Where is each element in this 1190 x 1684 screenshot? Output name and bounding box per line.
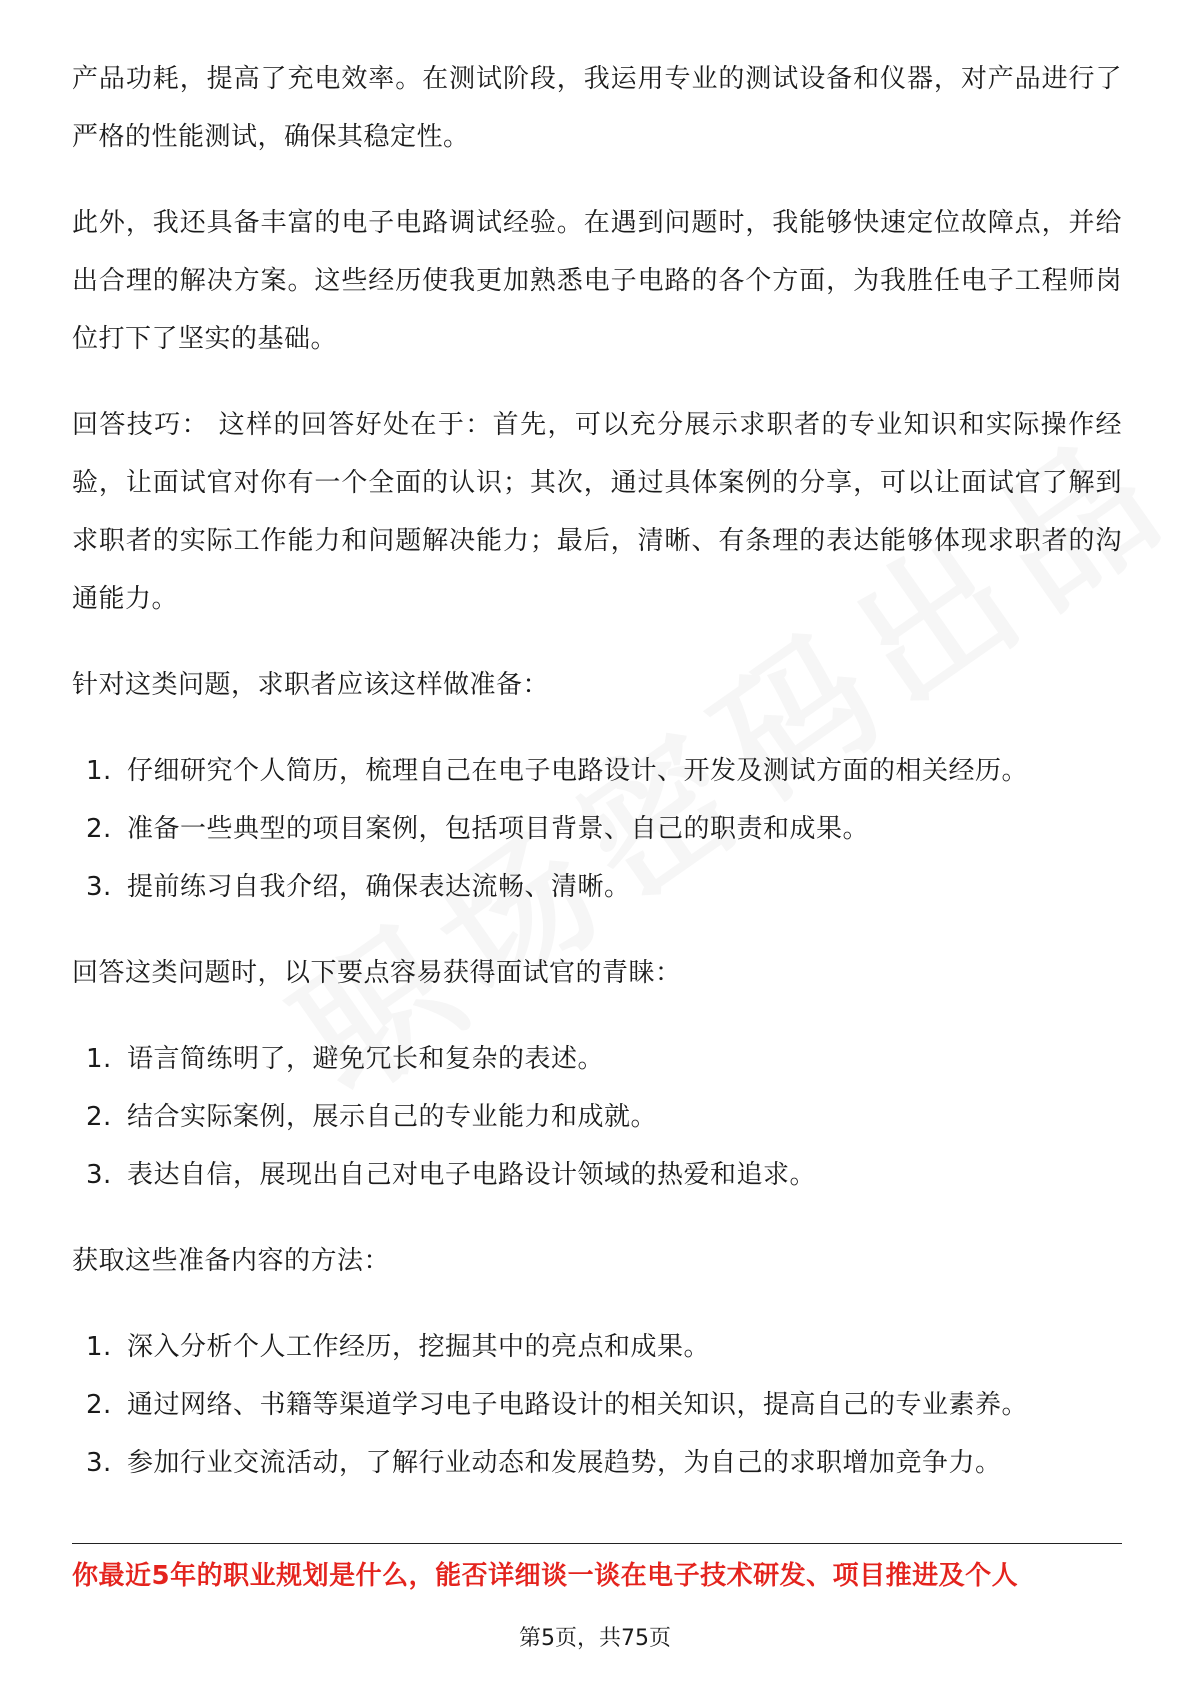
section-heading-methods: 获取这些准备内容的方法： bbox=[72, 1246, 391, 1276]
paragraph-2: 此外，我还具备丰富的电子电路调试经验。在遇到问题时，我能够快速定位故障点，并给出合理的解决方案。这些经历使我更加熟悉电子电路的各个方面，为我胜任电子工程师岗位打下了坚实的基础。 bbox=[72, 208, 1122, 354]
list-item-number: 3. bbox=[86, 872, 112, 902]
list-item-text: 表达自信，展现出自己对电子电路设计领域的热爱和追求。 bbox=[127, 1160, 817, 1190]
list-item-text: 准备一些典型的项目案例，包括项目背景、自己的职责和成果。 bbox=[127, 814, 870, 844]
list-item-number: 2. bbox=[86, 814, 112, 844]
list-item bbox=[72, 1030, 1122, 1088]
list-item bbox=[72, 1146, 1122, 1204]
list-item-number: 1. bbox=[86, 1332, 112, 1362]
list-item bbox=[72, 742, 1122, 800]
page-content bbox=[72, 50, 1122, 1520]
list-item-text: 深入分析个人工作经历，挖掘其中的亮点和成果。 bbox=[127, 1332, 711, 1362]
methods-list bbox=[72, 1318, 1122, 1492]
list-item-number: 1. bbox=[86, 1044, 112, 1074]
page-number-footer: 第5页，共75页 bbox=[519, 1626, 671, 1651]
list-item bbox=[72, 858, 1122, 916]
list-item-text: 仔细研究个人简历，梳理自己在电子电路设计、开发及测试方面的相关经历。 bbox=[127, 756, 1029, 786]
list-item-number: 1. bbox=[86, 756, 112, 786]
list-item-text: 语言简练明了，避免冗长和复杂的表述。 bbox=[127, 1044, 605, 1074]
section-heading-preparation: 针对这类问题，求职者应该这样做准备： bbox=[72, 670, 550, 700]
list-item-number: 3. bbox=[86, 1160, 112, 1190]
section-divider bbox=[72, 1543, 1122, 1544]
list-item-text: 通过网络、书籍等渠道学习电子电路设计的相关知识，提高自己的专业素养。 bbox=[127, 1390, 1029, 1420]
section-heading-key-points: 回答这类问题时，以下要点容易获得面试官的青睐： bbox=[72, 958, 682, 988]
list-item-number: 2. bbox=[86, 1390, 112, 1420]
list-item-text: 参加行业交流活动，了解行业动态和发展趋势，为自己的求职增加竞争力。 bbox=[127, 1448, 1002, 1478]
next-question-heading: 你最近5年的职业规划是什么，能否详细谈一谈在电子技术研发、项目推进及个人 bbox=[72, 1561, 1019, 1591]
list-item-text: 提前练习自我介绍，确保表达流畅、清晰。 bbox=[127, 872, 631, 902]
key-points-list bbox=[72, 1030, 1122, 1204]
list-item bbox=[72, 1088, 1122, 1146]
list-item bbox=[72, 1318, 1122, 1376]
paragraph-answer-tips: 回答技巧： 这样的回答好处在于：首先，可以充分展示求职者的专业知识和实际操作经验，让面试官对你有一个全面的认识；其次，通过具体案例的分享，可以让面试官了解到求职者的实际工作能力和问题解决能力；最后，清晰、有条理的表达能够体现求职者的沟通能力。 bbox=[72, 410, 1122, 614]
list-item-number: 3. bbox=[86, 1448, 112, 1478]
list-item bbox=[72, 1434, 1122, 1492]
list-item bbox=[72, 1376, 1122, 1434]
list-item bbox=[72, 800, 1122, 858]
list-item-number: 2. bbox=[86, 1102, 112, 1132]
list-item-text: 结合实际案例，展示自己的专业能力和成就。 bbox=[127, 1102, 658, 1132]
preparation-list bbox=[72, 742, 1122, 916]
paragraph-1: 产品功耗，提高了充电效率。在测试阶段，我运用专业的测试设备和仪器，对产品进行了严格的性能测试，确保其稳定性。 bbox=[72, 64, 1122, 152]
